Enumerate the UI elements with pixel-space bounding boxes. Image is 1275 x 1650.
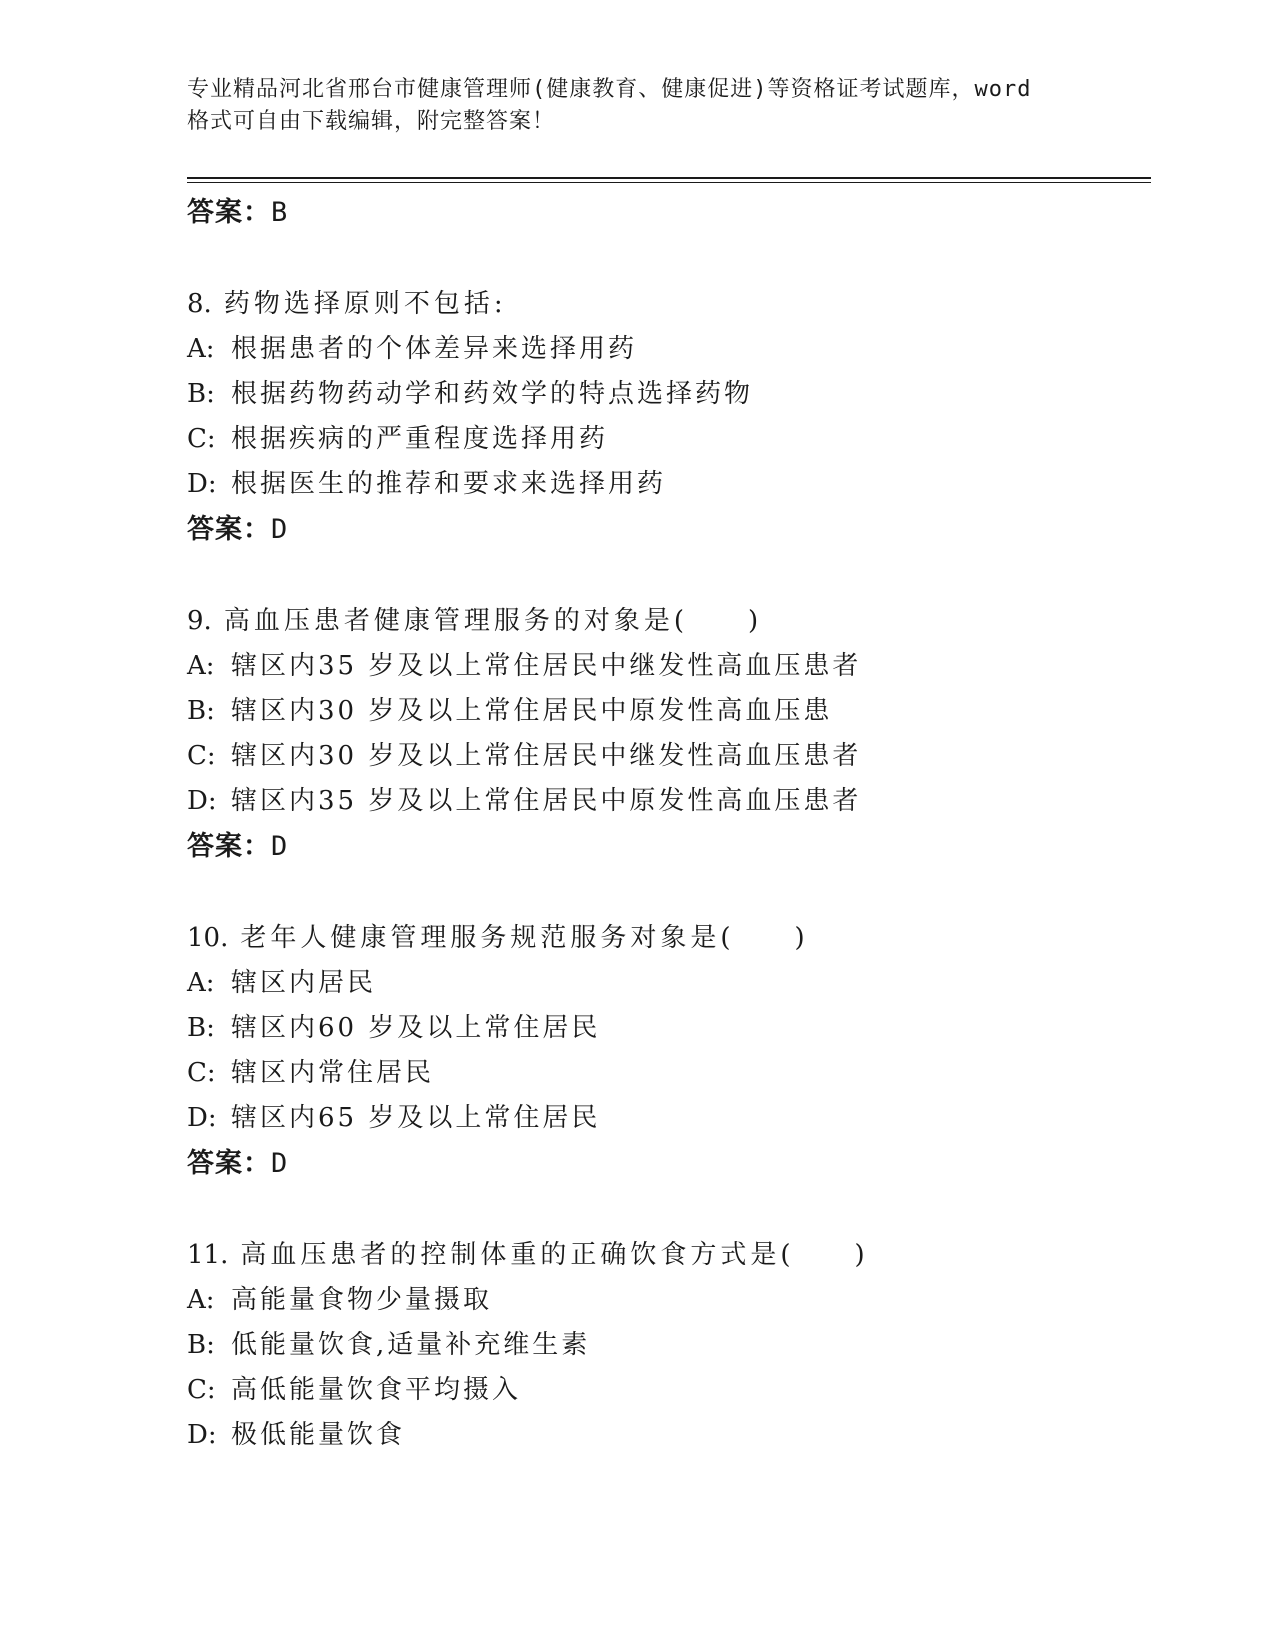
option-d <box>187 462 1147 507</box>
header-line-2: 格式可自由下载编辑，附完整答案！ <box>187 109 556 134</box>
option-text: 辖区内60 岁及以上常住居民 <box>231 1013 601 1043</box>
question-stem <box>187 282 1147 327</box>
question-8 <box>187 282 1147 552</box>
question-number: 11. <box>187 1240 229 1270</box>
option-letter: D: <box>187 786 217 816</box>
option-text: 辖区内常住居民 <box>231 1058 435 1088</box>
option-letter: C: <box>187 424 216 454</box>
option-letter: A: <box>187 968 215 998</box>
option-text: 辖区内35 岁及以上常住居民中原发性高血压患者 <box>231 786 862 816</box>
option-text: 根据疾病的严重程度选择用药 <box>231 424 609 454</box>
question-text: 老年人健康管理服务规范服务对象是( ) <box>240 923 809 953</box>
question-number: 9. <box>187 606 212 636</box>
option-letter: B: <box>187 1013 215 1043</box>
option-a <box>187 327 1147 372</box>
question-text: 高血压患者健康管理服务的对象是( ) <box>223 606 763 636</box>
option-letter: D: <box>187 469 217 499</box>
answer-line <box>187 190 1147 235</box>
option-text: 根据药物药动学和药效学的特点选择药物 <box>231 379 754 409</box>
answer-label: 答案： <box>187 514 271 545</box>
option-letter: B: <box>187 1330 215 1360</box>
option-text: 辖区内65 岁及以上常住居民 <box>231 1103 601 1133</box>
option-letter: A: <box>187 334 215 364</box>
option-a <box>187 644 1147 689</box>
question-9 <box>187 599 1147 869</box>
answer-value: D <box>271 831 289 862</box>
option-text: 辖区内30 岁及以上常住居民中继发性高血压患者 <box>231 741 862 771</box>
option-c <box>187 1368 1147 1413</box>
option-text: 辖区内35 岁及以上常住居民中继发性高血压患者 <box>231 651 862 681</box>
option-d <box>187 1096 1147 1141</box>
option-d <box>187 779 1147 824</box>
option-text: 高能量食物少量摄取 <box>231 1285 493 1315</box>
option-a <box>187 961 1147 1006</box>
answer-value: D <box>271 514 289 545</box>
option-c <box>187 734 1147 779</box>
option-letter: C: <box>187 1058 216 1088</box>
answer-line <box>187 507 1147 552</box>
question-text: 高血压患者的控制体重的正确饮食方式是( ) <box>240 1240 869 1270</box>
option-b <box>187 1323 1147 1368</box>
option-letter: B: <box>187 379 215 409</box>
option-a <box>187 1278 1147 1323</box>
option-letter: D: <box>187 1420 217 1450</box>
answer-value: D <box>271 1148 289 1179</box>
answer-label: 答案： <box>187 831 271 862</box>
option-letter: C: <box>187 1375 216 1405</box>
question-stem <box>187 916 1147 961</box>
option-letter: C: <box>187 741 216 771</box>
question-number: 8. <box>187 289 212 319</box>
answer-line <box>187 824 1147 869</box>
question-11 <box>187 1233 1147 1458</box>
option-text: 辖区内30 岁及以上常住居民中原发性高血压患 <box>231 696 833 726</box>
option-c <box>187 1051 1147 1096</box>
option-c <box>187 417 1147 462</box>
answer-label: 答案： <box>187 197 271 228</box>
option-letter: B: <box>187 696 215 726</box>
document-body <box>187 190 1147 1458</box>
option-b <box>187 689 1147 734</box>
document-header <box>187 74 1087 138</box>
option-text: 辖区内居民 <box>231 968 377 998</box>
option-letter: A: <box>187 1285 215 1315</box>
option-letter: A: <box>187 651 215 681</box>
question-stem <box>187 1233 1147 1278</box>
option-text: 根据患者的个体差异来选择用药 <box>231 334 638 364</box>
option-text: 根据医生的推荐和要求来选择用药 <box>231 469 667 499</box>
option-letter: D: <box>187 1103 217 1133</box>
option-d <box>187 1413 1147 1458</box>
option-b <box>187 372 1147 417</box>
option-text: 极低能量饮食 <box>231 1420 406 1450</box>
question-text: 药物选择原则不包括: <box>223 289 507 319</box>
header-line-1: 专业精品河北省邢台市健康管理师(健康教育、健康促进)等资格证考试题库，word <box>187 77 1032 102</box>
option-b <box>187 1006 1147 1051</box>
header-rule-thick <box>187 177 1151 179</box>
option-text: 高低能量饮食平均摄入 <box>231 1375 522 1405</box>
option-text: 低能量饮食,适量补充维生素 <box>231 1330 591 1360</box>
question-stem <box>187 599 1147 644</box>
answer-label: 答案： <box>187 1148 271 1179</box>
question-number: 10. <box>187 923 229 953</box>
answer-value: B <box>271 197 289 228</box>
question-10 <box>187 916 1147 1186</box>
header-rule-thin <box>187 182 1151 183</box>
answer-line <box>187 1141 1147 1186</box>
